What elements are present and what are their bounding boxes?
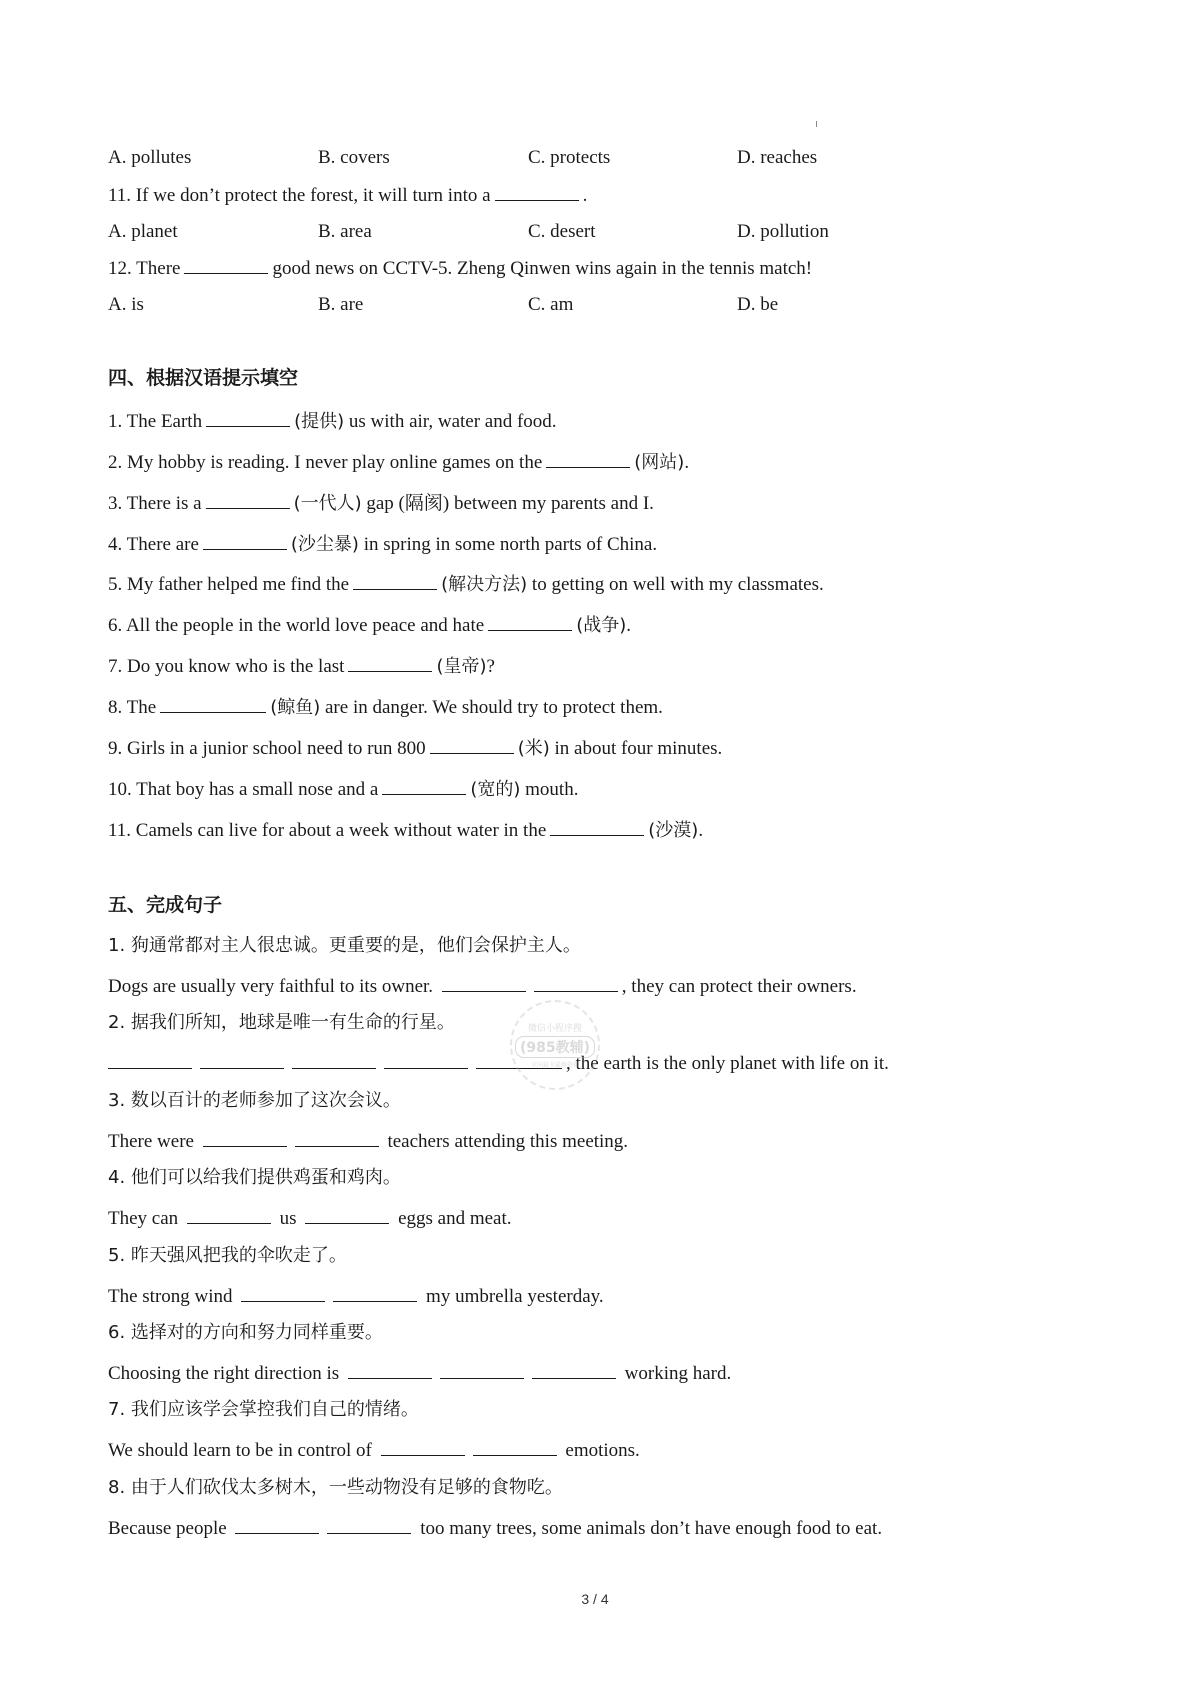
page-number: 3 / 4 xyxy=(581,1591,609,1607)
answer-blank[interactable] xyxy=(442,976,526,992)
item-text: 5. My father helped me find the xyxy=(108,574,350,595)
watermark-text: (985教辅) xyxy=(515,1036,595,1058)
question-text-end: . xyxy=(582,185,588,206)
option-c: C. desert xyxy=(528,221,596,242)
answer-blank[interactable] xyxy=(305,1208,389,1224)
chinese-hint: (提供) xyxy=(294,411,345,432)
chinese-sentence: 4. 他们可以给我们提供鸡蛋和鸡肉。 xyxy=(108,1167,401,1188)
item-text: 4. There are xyxy=(108,534,199,555)
item-text: 3. There is a xyxy=(108,493,202,514)
item-text-end: to getting on well with my classmates. xyxy=(527,574,824,595)
english-sentence xyxy=(108,976,857,996)
item-text: 8. The xyxy=(108,697,157,718)
item-text: 6. All the people in the world love peace and hate xyxy=(108,615,485,636)
answer-blank[interactable] xyxy=(473,1440,557,1456)
chinese-sentence: 1. 狗通常都对主人很忠诚。更重要的是，他们会保护主人。 xyxy=(108,935,581,956)
chinese-hint: (宽的) xyxy=(470,779,521,800)
chinese-sentence: 7. 我们应该学会掌控我们自己的情绪。 xyxy=(108,1399,419,1420)
answer-blank[interactable] xyxy=(488,615,572,631)
chinese-hint: (网站) xyxy=(634,452,685,473)
sentence-text: Choosing the right direction is xyxy=(108,1363,340,1384)
english-sentence xyxy=(108,1208,512,1228)
watermark-text: 微信小程序搜 xyxy=(527,1024,582,1034)
sentence-text-end: teachers attending this meeting. xyxy=(387,1131,629,1152)
item-text-end: . xyxy=(684,452,690,473)
chinese-sentence: 3. 数以百计的老师参加了这次会议。 xyxy=(108,1090,401,1111)
item-text-end: in about four minutes. xyxy=(549,738,723,759)
item-text: 9. Girls in a junior school need to run 800 xyxy=(108,738,426,759)
sentence-text-end: , the earth is the only planet with life on it. xyxy=(566,1053,889,1074)
chinese-hint: (解决方法) xyxy=(441,574,528,595)
option-a: A. planet xyxy=(108,221,178,242)
answer-blank[interactable] xyxy=(534,976,618,992)
question-12 xyxy=(108,258,812,278)
option-c: C. protects xyxy=(528,147,611,168)
option-d: D. pollution xyxy=(737,221,829,242)
item-text-end: in spring in some north parts of China. xyxy=(358,534,658,555)
option-d: D. reaches xyxy=(737,147,818,168)
sentence-text: The strong wind xyxy=(108,1286,233,1307)
option-b: B. area xyxy=(318,221,372,242)
option-d: D. be xyxy=(737,294,779,315)
section-5-heading: 五、完成句子 xyxy=(108,894,223,916)
chinese-hint: (米) xyxy=(517,738,550,759)
answer-blank[interactable] xyxy=(295,1131,379,1147)
sentence-text-end: working hard. xyxy=(624,1363,732,1384)
option-a: A. pollutes xyxy=(108,147,192,168)
fill-item xyxy=(108,411,557,431)
answer-blank[interactable] xyxy=(184,258,268,274)
question-text: 11. If we don’t protect the forest, it will turn into a xyxy=(108,185,491,206)
item-text-end: ? xyxy=(486,656,495,677)
fill-item xyxy=(108,493,654,513)
option-c: C. am xyxy=(528,294,574,315)
chinese-hint: (鲸鱼) xyxy=(270,697,321,718)
answer-blank[interactable] xyxy=(241,1286,325,1302)
sentence-text-end: emotions. xyxy=(565,1440,640,1461)
item-text: 10. That boy has a small nose and a xyxy=(108,779,379,800)
answer-blank[interactable] xyxy=(348,656,432,672)
fill-item xyxy=(108,697,663,717)
answer-blank[interactable] xyxy=(206,493,290,509)
answer-blank[interactable] xyxy=(160,697,266,713)
watermark-text: 全国最全最新资料 xyxy=(530,1062,579,1069)
answer-blank[interactable] xyxy=(430,738,514,754)
question-text: 12. There xyxy=(108,258,181,279)
answer-blank[interactable] xyxy=(200,1053,284,1069)
fill-item xyxy=(108,656,495,676)
fill-item xyxy=(108,534,657,554)
question-text-end: good news on CCTV-5. Zheng Qinwen wins again in the tennis match! xyxy=(272,258,813,279)
watermark-stamp xyxy=(510,1000,600,1090)
answer-blank[interactable] xyxy=(353,574,437,590)
answer-blank[interactable] xyxy=(384,1053,468,1069)
sentence-text-end: my umbrella yesterday. xyxy=(426,1286,604,1307)
chinese-hint: (沙尘暴) xyxy=(290,534,359,555)
item-text-end: us with air, water and food. xyxy=(344,411,557,432)
english-sentence xyxy=(108,1131,628,1151)
item-text-end: . xyxy=(626,615,631,636)
fill-item xyxy=(108,779,578,799)
answer-blank[interactable] xyxy=(495,185,579,201)
item-text: 2. My hobby is reading. I never play online games on the xyxy=(108,452,543,473)
sentence-text: Dogs are usually very faithful to its owner. xyxy=(108,976,434,997)
item-text-end: gap (隔阂) between my parents and I. xyxy=(361,493,654,514)
answer-blank[interactable] xyxy=(235,1518,319,1534)
answer-blank[interactable] xyxy=(440,1363,524,1379)
answer-blank[interactable] xyxy=(187,1208,271,1224)
item-text: 1. The Earth xyxy=(108,411,203,432)
chinese-hint: (沙漠) xyxy=(648,820,699,841)
fill-item xyxy=(108,452,689,472)
option-b: B. are xyxy=(318,294,364,315)
english-sentence xyxy=(108,1518,882,1538)
answer-blank[interactable] xyxy=(333,1286,417,1302)
answer-blank[interactable] xyxy=(382,779,466,795)
english-sentence xyxy=(108,1440,640,1460)
question-11 xyxy=(108,185,587,205)
option-b: B. covers xyxy=(318,147,390,168)
fill-item xyxy=(108,574,824,594)
answer-blank[interactable] xyxy=(381,1440,465,1456)
english-sentence xyxy=(108,1053,889,1073)
chinese-sentence: 8. 由于人们砍伐太多树木，一些动物没有足够的食物吃。 xyxy=(108,1477,563,1498)
sentence-text: Because people xyxy=(108,1518,227,1539)
english-sentence xyxy=(108,1286,604,1306)
page-mark xyxy=(816,121,817,127)
sentence-text: We should learn to be in control of xyxy=(108,1440,372,1461)
item-text-end: . xyxy=(698,820,704,841)
fill-item xyxy=(108,820,703,840)
chinese-sentence: 5. 昨天强风把我的伞吹走了。 xyxy=(108,1245,347,1266)
section-4-heading: 四、根据汉语提示填空 xyxy=(108,367,299,389)
fill-item xyxy=(108,615,631,635)
answer-blank[interactable] xyxy=(327,1518,411,1534)
sentence-text-end: too many trees, some animals don’t have enough food to eat. xyxy=(420,1518,883,1539)
answer-blank[interactable] xyxy=(206,411,290,427)
chinese-sentence: 6. 选择对的方向和努力同样重要。 xyxy=(108,1322,383,1343)
answer-blank[interactable] xyxy=(203,534,287,550)
item-text-end: mouth. xyxy=(520,779,579,800)
answer-blank[interactable] xyxy=(203,1131,287,1147)
chinese-hint: (战争) xyxy=(576,615,627,636)
sentence-text-end: , they can protect their owners. xyxy=(621,976,857,997)
fill-item xyxy=(108,738,722,758)
option-a: A. is xyxy=(108,294,144,315)
item-text-end: are in danger. We should try to protect them. xyxy=(320,697,663,718)
answer-blank[interactable] xyxy=(292,1053,376,1069)
sentence-text-end: eggs and meat. xyxy=(398,1208,512,1229)
answer-blank[interactable] xyxy=(348,1363,432,1379)
item-text: 7. Do you know who is the last xyxy=(108,656,345,677)
answer-blank[interactable] xyxy=(108,1053,192,1069)
answer-blank[interactable] xyxy=(550,820,644,836)
chinese-sentence: 2. 据我们所知，地球是唯一有生命的行星。 xyxy=(108,1012,455,1033)
answer-blank[interactable] xyxy=(546,452,630,468)
sentence-text-mid: us xyxy=(279,1208,297,1229)
english-sentence xyxy=(108,1363,731,1383)
sentence-text: There were xyxy=(108,1131,194,1152)
chinese-hint: (一代人) xyxy=(293,493,362,514)
sentence-text: They can xyxy=(108,1208,179,1229)
item-text: 11. Camels can live for about a week without water in the xyxy=(108,820,547,841)
answer-blank[interactable] xyxy=(532,1363,616,1379)
chinese-hint: (皇帝) xyxy=(436,656,487,677)
